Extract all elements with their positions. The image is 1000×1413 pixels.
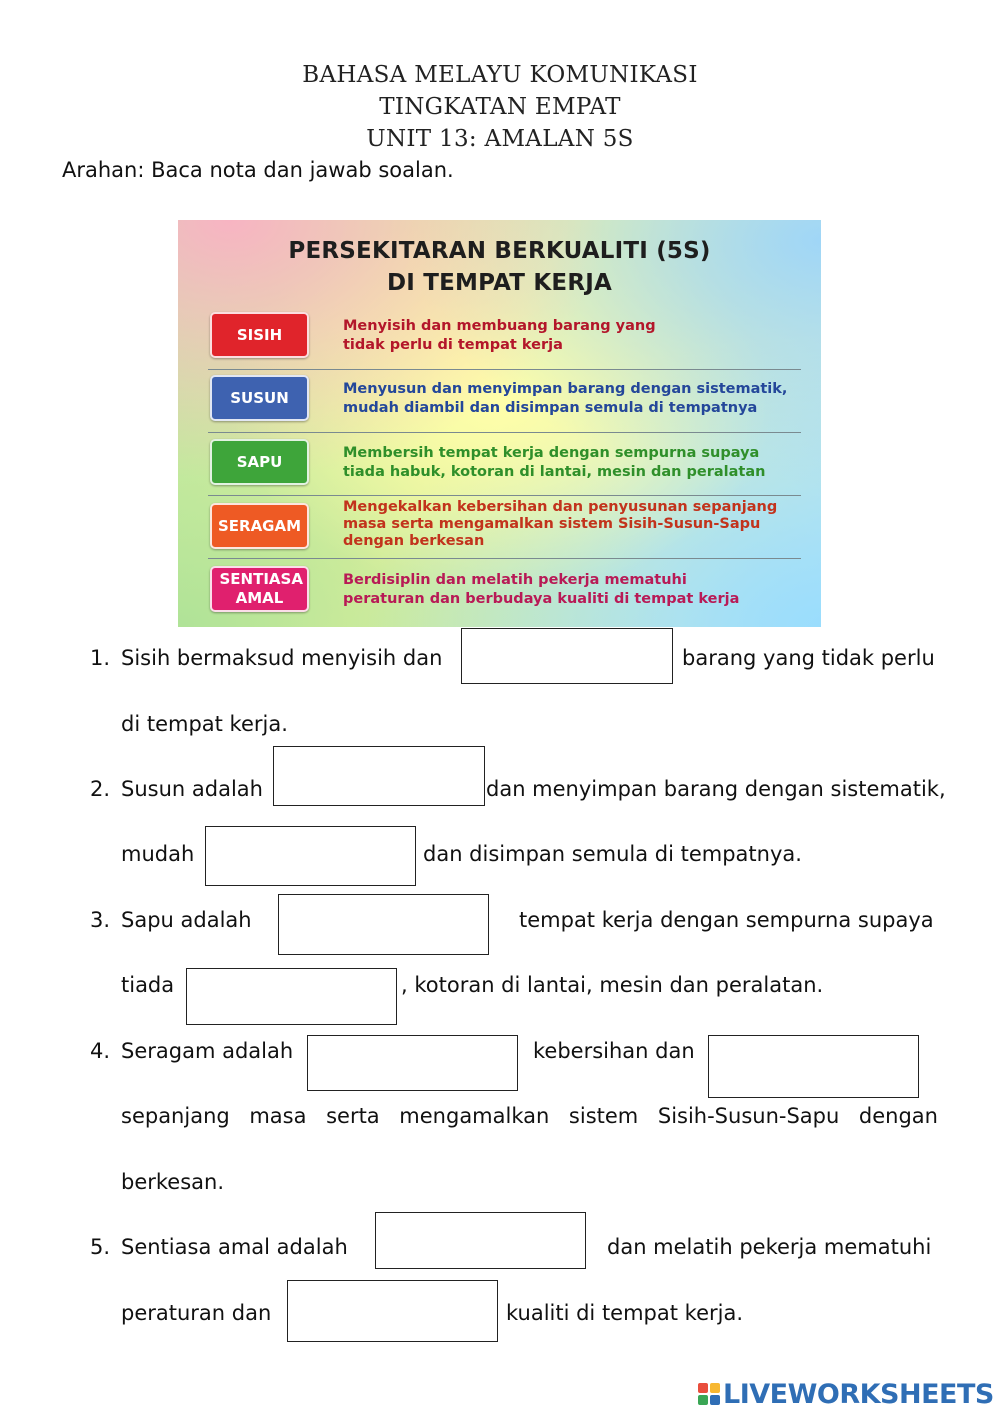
q4-word: sistem <box>568 1104 639 1128</box>
desc-seragam <box>343 499 803 550</box>
q2-number: 2. <box>90 777 111 801</box>
desc-seragam-line-2: masa serta mengamalkan sistem Sisih-Susun-Sapu <box>343 516 761 532</box>
q4-text-a: Seragam adalah <box>121 1039 294 1063</box>
q3-text-d: , kotoran di lantai, mesin dan peralatan. <box>401 973 824 997</box>
q4-text-b: kebersihan dan <box>533 1039 695 1063</box>
q3-number: 3. <box>90 908 111 932</box>
title-line-3: UNIT 13: AMALAN 5S <box>366 126 634 152</box>
row-divider <box>208 432 801 433</box>
badge-sapu: SAPU <box>210 439 309 485</box>
q4-word: masa <box>249 1104 307 1128</box>
row-divider <box>208 495 801 496</box>
instruction-text: Arahan: Baca nota dan jawab soalan. <box>62 158 454 182</box>
q2-text-c: mudah <box>121 842 195 866</box>
desc-seragam-line-3: dengan berkesan <box>343 533 485 549</box>
desc-susun-line-1: Menyusun dan menyimpan barang dengan sistematik, <box>343 381 788 397</box>
q4-text-d: berkesan. <box>121 1170 225 1194</box>
desc-sisih <box>343 317 803 355</box>
desc-sentiasa-amal-line-1: Berdisiplin dan melatih pekerja mematuhi <box>343 572 687 588</box>
liveworksheets-logo-text: LIVEWORKSHEETS <box>723 1378 994 1410</box>
q5-text-d: kualiti di tempat kerja. <box>506 1301 744 1325</box>
q1-text-c: di tempat kerja. <box>121 712 288 736</box>
q5-text-a: Sentiasa amal adalah <box>121 1235 348 1259</box>
q5-answer-box-2[interactable] <box>287 1280 498 1342</box>
q2-text-d: dan disimpan semula di tempatnya. <box>423 842 802 866</box>
desc-sentiasa-amal <box>343 571 803 609</box>
q1-number: 1. <box>90 646 111 670</box>
q3-answer-box-2[interactable] <box>186 968 397 1025</box>
q3-text-a: Sapu adalah <box>121 908 252 932</box>
q4-text-c <box>121 1104 938 1128</box>
q2-answer-box-1[interactable] <box>273 746 485 806</box>
desc-sapu-line-2: tiada habuk, kotoran di lantai, mesin dan peralatan <box>343 464 766 480</box>
q4-word: dengan <box>858 1104 938 1128</box>
q1-text-b: barang yang tidak perlu <box>682 646 935 670</box>
5s-poster <box>178 220 821 627</box>
badge-seragam: SERAGAM <box>210 503 309 549</box>
poster-title-line-1: PERSEKITARAN BERKUALITI (5S) <box>288 238 711 264</box>
q4-word: Sisih-Susun-Sapu <box>657 1104 840 1128</box>
desc-sapu <box>343 444 803 482</box>
liveworksheets-logo-icon <box>698 1383 720 1405</box>
q3-answer-box-1[interactable] <box>278 894 489 955</box>
row-divider <box>208 369 801 370</box>
row-divider <box>208 558 801 559</box>
q3-text-c: tiada <box>121 973 175 997</box>
desc-sapu-line-1: Membersih tempat kerja dengan sempurna supaya <box>343 445 760 461</box>
q4-word: mengamalkan <box>399 1104 550 1128</box>
q1-text-a: Sisih bermaksud menyisih dan <box>121 646 443 670</box>
desc-susun-line-2: mudah diambil dan disimpan semula di tempatnya <box>343 400 758 416</box>
desc-susun <box>343 380 803 418</box>
desc-sisih-line-2: tidak perlu di tempat kerja <box>343 337 563 353</box>
desc-sisih-line-1: Menyisih dan membuang barang yang <box>343 318 656 334</box>
q2-answer-box-2[interactable] <box>205 826 416 886</box>
q5-text-c: peraturan dan <box>121 1301 272 1325</box>
poster-title-line-2: DI TEMPAT KERJA <box>386 270 612 296</box>
liveworksheets-logo <box>698 1378 994 1410</box>
q4-word: serta <box>326 1104 380 1128</box>
q4-word: sepanjang <box>121 1104 230 1128</box>
q4-answer-box-2[interactable] <box>708 1035 919 1098</box>
q3-text-b: tempat kerja dengan sempurna supaya <box>519 908 934 932</box>
q1-answer-box[interactable] <box>461 628 673 684</box>
badge-susun: SUSUN <box>210 375 309 421</box>
title-line-2: TINGKATAN EMPAT <box>379 94 621 120</box>
q5-number: 5. <box>90 1235 111 1259</box>
q4-answer-box-1[interactable] <box>307 1035 518 1091</box>
q2-text-b: dan menyimpan barang dengan sistematik, <box>486 777 946 801</box>
desc-sentiasa-amal-line-2: peraturan dan berbudaya kualiti di tempat kerja <box>343 591 740 607</box>
title-line-1: BAHASA MELAYU KOMUNIKASI <box>302 62 698 88</box>
desc-seragam-line-1: Mengekalkan kebersihan dan penyusunan sepanjang <box>343 499 778 515</box>
badge-sentiasa-amal <box>210 566 309 612</box>
q5-answer-box-1[interactable] <box>375 1212 586 1269</box>
q5-text-b: dan melatih pekerja mematuhi <box>607 1235 932 1259</box>
badge-sisih: SISIH <box>210 312 309 358</box>
badge-sentiasa-amal-label: SENTIASA AMAL <box>219 570 303 607</box>
q2-text-a: Susun adalah <box>121 777 263 801</box>
q4-number: 4. <box>90 1039 111 1063</box>
